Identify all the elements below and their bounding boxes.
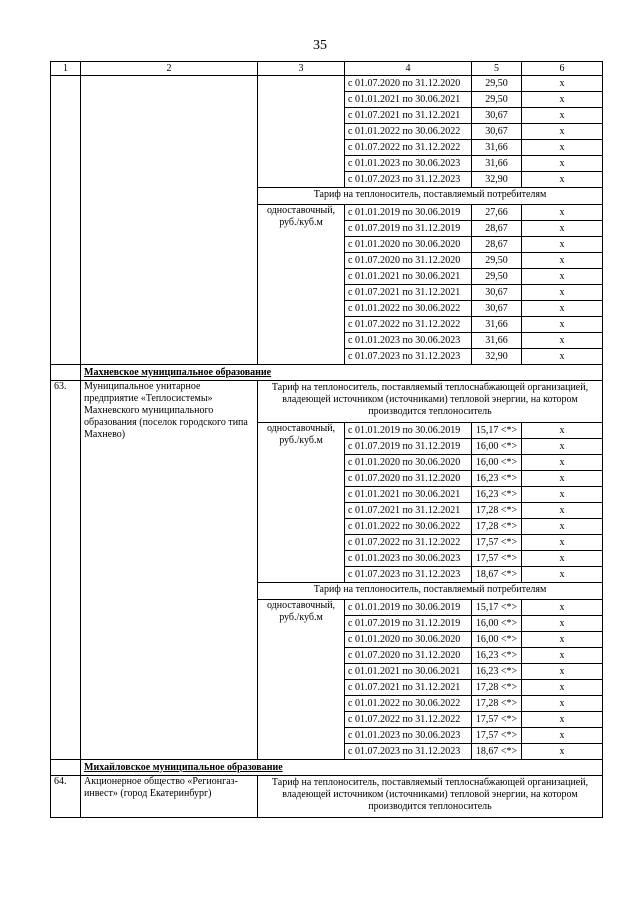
tariff-header-row (51, 381, 603, 423)
period-cell: с 01.01.2022 по 30.06.2022 (345, 519, 472, 535)
period-cell: с 01.07.2019 по 31.12.2019 (345, 221, 472, 237)
mark-cell: х (522, 728, 603, 744)
table-row (51, 76, 603, 92)
value-cell: 17,57 <*> (472, 712, 522, 728)
period-cell: с 01.01.2023 по 30.06.2023 (345, 728, 472, 744)
value-cell: 17,57 <*> (472, 728, 522, 744)
value-cell: 30,67 (472, 124, 522, 140)
period-cell: с 01.01.2023 по 30.06.2023 (345, 333, 472, 349)
period-cell: с 01.01.2019 по 30.06.2019 (345, 423, 472, 439)
value-cell: 17,28 <*> (472, 696, 522, 712)
period-cell: с 01.07.2022 по 31.12.2022 (345, 535, 472, 551)
header-row (51, 62, 603, 76)
mark-cell: х (522, 317, 603, 333)
value-cell: 31,66 (472, 156, 522, 172)
period-cell: с 01.07.2020 по 31.12.2020 (345, 648, 472, 664)
tariff-header: Тариф на теплоноситель, поставляемый потребителям (258, 583, 603, 600)
mark-cell: х (522, 712, 603, 728)
period-cell: с 01.01.2022 по 30.06.2022 (345, 301, 472, 317)
period-cell: с 01.01.2020 по 30.06.2020 (345, 237, 472, 253)
value-cell: 17,28 <*> (472, 503, 522, 519)
section-title: Михайловское муниципальное образование (81, 760, 603, 776)
section-row (51, 365, 603, 381)
value-cell: 29,50 (472, 269, 522, 285)
period-cell: с 01.07.2023 по 31.12.2023 (345, 172, 472, 188)
mark-cell: х (522, 76, 603, 92)
period-cell: с 01.01.2019 по 30.06.2019 (345, 205, 472, 221)
period-cell: с 01.07.2021 по 31.12.2021 (345, 680, 472, 696)
mark-cell: х (522, 600, 603, 616)
period-cell: с 01.07.2020 по 31.12.2020 (345, 471, 472, 487)
column-header: 4 (345, 62, 472, 76)
value-cell: 29,50 (472, 76, 522, 92)
value-cell: 17,28 <*> (472, 519, 522, 535)
period-cell: с 01.01.2022 по 30.06.2022 (345, 696, 472, 712)
mark-cell: х (522, 333, 603, 349)
value-cell: 29,50 (472, 92, 522, 108)
mark-cell: х (522, 205, 603, 221)
mark-cell: х (522, 301, 603, 317)
mark-cell: х (522, 423, 603, 439)
period-cell: с 01.07.2022 по 31.12.2022 (345, 712, 472, 728)
value-cell: 30,67 (472, 285, 522, 301)
tariff-header: Тариф на теплоноситель, поставляемый теплоснабжающей организацией, владеющей источником (источниками) тепловой энергии, на котором производится теплоноситель (258, 381, 603, 423)
mark-cell: х (522, 269, 603, 285)
period-cell: с 01.01.2021 по 30.06.2021 (345, 92, 472, 108)
period-cell: с 01.07.2023 по 31.12.2023 (345, 567, 472, 583)
mark-cell: х (522, 680, 603, 696)
mark-cell: х (522, 551, 603, 567)
period-cell: с 01.01.2021 по 30.06.2021 (345, 664, 472, 680)
unit-cell: одноставочный, руб./куб.м (258, 423, 345, 583)
column-header: 2 (81, 62, 258, 76)
value-cell: 28,67 (472, 237, 522, 253)
organization-name: Акционерное общество «Регионгаз-инвест» (город Екатеринбург) (81, 776, 258, 818)
mark-cell: х (522, 221, 603, 237)
mark-cell: х (522, 535, 603, 551)
mark-cell: х (522, 616, 603, 632)
period-cell: с 01.01.2020 по 30.06.2020 (345, 455, 472, 471)
column-header: 5 (472, 62, 522, 76)
value-cell: 16,00 <*> (472, 632, 522, 648)
table-row (51, 776, 603, 818)
section-num-cell (51, 760, 81, 776)
period-cell: с 01.07.2023 по 31.12.2023 (345, 349, 472, 365)
period-cell: с 01.07.2021 по 31.12.2021 (345, 285, 472, 301)
value-cell: 17,57 <*> (472, 535, 522, 551)
mark-cell: х (522, 664, 603, 680)
mark-cell: х (522, 696, 603, 712)
period-cell: с 01.01.2019 по 30.06.2019 (345, 600, 472, 616)
mark-cell: х (522, 632, 603, 648)
value-cell: 31,66 (472, 333, 522, 349)
entry-number: 63. (51, 381, 81, 760)
entry-number: 64. (51, 776, 81, 818)
column-header: 1 (51, 62, 81, 76)
mark-cell: х (522, 349, 603, 365)
period-cell: с 01.01.2021 по 30.06.2021 (345, 269, 472, 285)
value-cell: 16,00 <*> (472, 455, 522, 471)
period-cell: с 01.07.2021 по 31.12.2021 (345, 503, 472, 519)
mark-cell: х (522, 237, 603, 253)
value-cell: 16,23 <*> (472, 471, 522, 487)
period-cell: с 01.01.2021 по 30.06.2021 (345, 487, 472, 503)
page-number: 35 (313, 38, 327, 53)
value-cell: 29,50 (472, 253, 522, 269)
mark-cell: х (522, 108, 603, 124)
unit-cell: одноставочный, руб./куб.м (258, 205, 345, 365)
period-cell: с 01.01.2022 по 30.06.2022 (345, 124, 472, 140)
period-cell: с 01.01.2023 по 30.06.2023 (345, 156, 472, 172)
org-cell (81, 76, 258, 365)
value-cell: 16,23 <*> (472, 664, 522, 680)
period-cell: с 01.07.2022 по 31.12.2022 (345, 317, 472, 333)
value-cell: 28,67 (472, 221, 522, 237)
section-num-cell (51, 365, 81, 381)
tariff-table (50, 61, 603, 818)
tariff-header: Тариф на теплоноситель, поставляемый потребителям (258, 188, 603, 205)
period-cell: с 01.07.2020 по 31.12.2020 (345, 253, 472, 269)
value-cell: 32,90 (472, 349, 522, 365)
value-cell: 27,66 (472, 205, 522, 221)
mark-cell: х (522, 92, 603, 108)
tariff-header: Тариф на теплоноситель, поставляемый теплоснабжающей организацией, владеющей источником (источниками) тепловой энергии, на котором производится теплоноситель (258, 776, 603, 818)
mark-cell: х (522, 253, 603, 269)
value-cell: 16,23 <*> (472, 487, 522, 503)
section-row (51, 760, 603, 776)
mark-cell: х (522, 172, 603, 188)
mark-cell: х (522, 519, 603, 535)
period-cell: с 01.07.2021 по 31.12.2021 (345, 108, 472, 124)
unit-cell (258, 76, 345, 188)
mark-cell: х (522, 648, 603, 664)
mark-cell: х (522, 455, 603, 471)
mark-cell: х (522, 439, 603, 455)
value-cell: 16,00 <*> (472, 616, 522, 632)
value-cell: 18,67 <*> (472, 744, 522, 760)
period-cell: с 01.07.2019 по 31.12.2019 (345, 439, 472, 455)
period-cell: с 01.07.2022 по 31.12.2022 (345, 140, 472, 156)
mark-cell: х (522, 124, 603, 140)
value-cell: 31,66 (472, 140, 522, 156)
value-cell: 17,28 <*> (472, 680, 522, 696)
mark-cell: х (522, 503, 603, 519)
mark-cell: х (522, 140, 603, 156)
unit-cell: одноставочный, руб./куб.м (258, 600, 345, 760)
period-cell: с 01.07.2023 по 31.12.2023 (345, 744, 472, 760)
period-cell: с 01.07.2019 по 31.12.2019 (345, 616, 472, 632)
value-cell: 16,00 <*> (472, 439, 522, 455)
value-cell: 16,23 <*> (472, 648, 522, 664)
value-cell: 15,17 <*> (472, 423, 522, 439)
mark-cell: х (522, 567, 603, 583)
mark-cell: х (522, 285, 603, 301)
column-header: 6 (522, 62, 603, 76)
mark-cell: х (522, 744, 603, 760)
section-title: Махневское муниципальное образование (81, 365, 603, 381)
period-cell: с 01.07.2020 по 31.12.2020 (345, 76, 472, 92)
value-cell: 18,67 <*> (472, 567, 522, 583)
column-header: 3 (258, 62, 345, 76)
value-cell: 17,57 <*> (472, 551, 522, 567)
value-cell: 31,66 (472, 317, 522, 333)
mark-cell: х (522, 156, 603, 172)
value-cell: 30,67 (472, 108, 522, 124)
num-cell (51, 76, 81, 365)
period-cell: с 01.01.2023 по 30.06.2023 (345, 551, 472, 567)
organization-name: Муниципальное унитарное предприятие «Теплосистемы» Махневского муниципального образования (поселок городского типа Махнево) (81, 381, 258, 760)
value-cell: 30,67 (472, 301, 522, 317)
value-cell: 32,90 (472, 172, 522, 188)
mark-cell: х (522, 487, 603, 503)
mark-cell: х (522, 471, 603, 487)
period-cell: с 01.01.2020 по 30.06.2020 (345, 632, 472, 648)
value-cell: 15,17 <*> (472, 600, 522, 616)
